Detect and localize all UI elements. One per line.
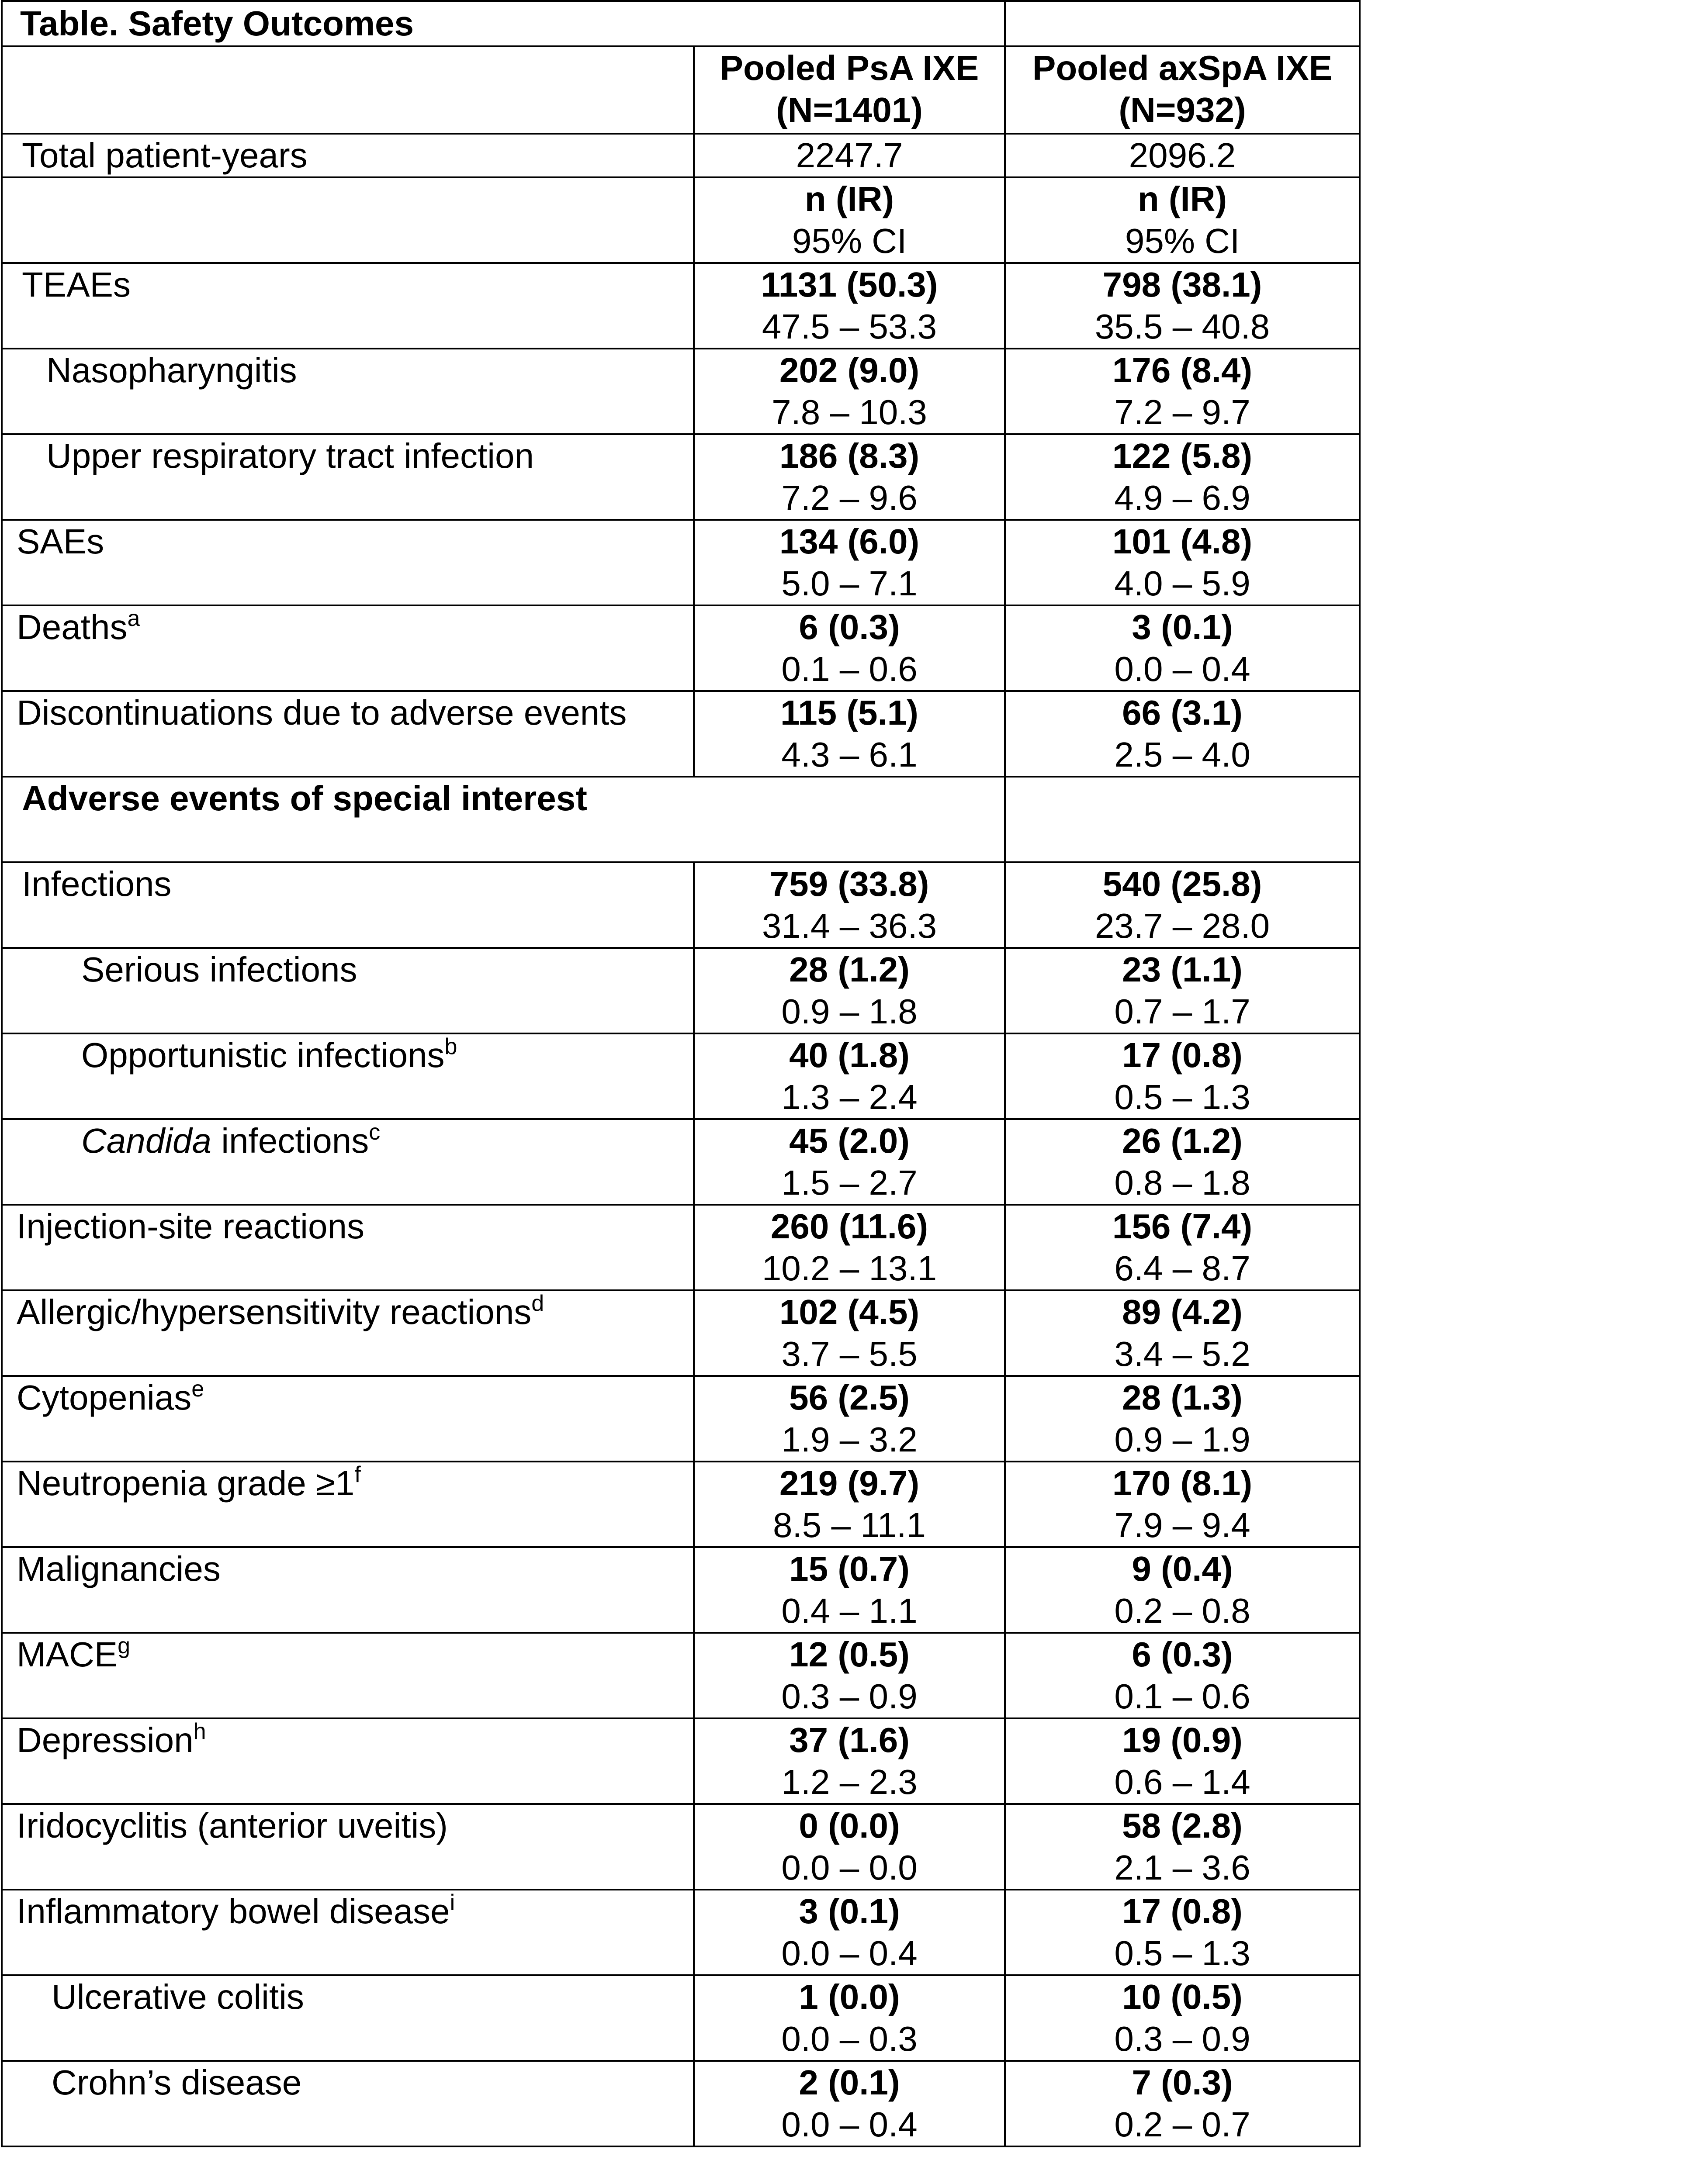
row-label: Ulcerative colitis bbox=[2, 1975, 694, 2061]
table-row bbox=[2, 1890, 1360, 1975]
table-row bbox=[2, 1718, 1360, 1804]
col1-value: 12 (0.5) 0.3 – 0.9 bbox=[694, 1633, 1005, 1718]
table-row bbox=[2, 1547, 1360, 1633]
row-label: Deaths$^a$ bbox=[2, 605, 694, 691]
patient-years-label: Total patient-years bbox=[2, 134, 694, 177]
col1-value: 3 (0.1) 0.0 – 0.4 bbox=[694, 1890, 1005, 1975]
table-title-cell bbox=[2, 1, 1005, 46]
col2-value: 17 (0.8) 0.5 – 1.3 bbox=[1005, 1890, 1360, 1975]
col2-value: 66 (3.1) 2.5 – 4.0 bbox=[1005, 691, 1360, 777]
col1-value: 115 (5.1) 4.3 – 6.1 bbox=[694, 691, 1005, 777]
row-label: Nasopharyngitis bbox=[2, 349, 694, 434]
col2-value: 9 (0.4) 0.2 – 0.8 bbox=[1005, 1547, 1360, 1633]
col2-value: 101 (4.8) 4.0 – 5.9 bbox=[1005, 520, 1360, 605]
footnote-marker: a bbox=[127, 606, 140, 631]
col2-value: 19 (0.9) 0.6 – 1.4 bbox=[1005, 1718, 1360, 1804]
col2-stat-header bbox=[1005, 177, 1360, 263]
table-row bbox=[2, 605, 1360, 691]
empty-cell bbox=[2, 46, 694, 134]
table-row bbox=[2, 1633, 1360, 1718]
table-row bbox=[2, 263, 1360, 349]
table-row bbox=[2, 1290, 1360, 1376]
col2-value: 89 (4.2) 3.4 – 5.2 bbox=[1005, 1290, 1360, 1376]
col1-header-name: Pooled PsA IXE bbox=[720, 48, 979, 87]
col1-stat-header bbox=[694, 177, 1005, 263]
section-title: Adverse events of special interest bbox=[22, 779, 587, 818]
table-row bbox=[2, 1033, 1360, 1119]
n-ir-label: n (IR) bbox=[804, 180, 894, 218]
col1-value: 260 (11.6) 10.2 – 13.1 bbox=[694, 1205, 1005, 1290]
patient-years-col1: 2247.7 bbox=[694, 134, 1005, 177]
col2-value: 23 (1.1) 0.7 – 1.7 bbox=[1005, 948, 1360, 1033]
empty-cell bbox=[2, 177, 694, 263]
col1-value: 2 (0.1) 0.0 – 0.4 bbox=[694, 2061, 1005, 2146]
col1-value: 102 (4.5) 3.7 – 5.5 bbox=[694, 1290, 1005, 1376]
col1-value: 759 (33.8) 31.4 – 36.3 bbox=[694, 862, 1005, 948]
col2-value: 540 (25.8) 23.7 – 28.0 bbox=[1005, 862, 1360, 948]
row-label: Iridocyclitis (anterior uveitis) bbox=[2, 1804, 694, 1890]
col1-value: 15 (0.7) 0.4 – 1.1 bbox=[694, 1547, 1005, 1633]
row-label: Opportunistic infections$^b$ bbox=[2, 1033, 694, 1119]
col1-value: 1131 (50.3) 47.5 – 53.3 bbox=[694, 263, 1005, 349]
table-row bbox=[2, 1462, 1360, 1547]
col2-value: 26 (1.2) 0.8 – 1.8 bbox=[1005, 1119, 1360, 1205]
table-row bbox=[2, 1205, 1360, 1290]
col1-value: 40 (1.8) 1.3 – 2.4 bbox=[694, 1033, 1005, 1119]
table-row bbox=[2, 1376, 1360, 1462]
table-row bbox=[2, 862, 1360, 948]
footnote-marker: g bbox=[118, 1633, 131, 1659]
ci-label: 95% CI bbox=[792, 221, 907, 260]
row-label: Infections bbox=[2, 862, 694, 948]
footnote-marker: f bbox=[354, 1462, 361, 1487]
empty-cell bbox=[1005, 1, 1360, 46]
col2-value: 17 (0.8) 0.5 – 1.3 bbox=[1005, 1033, 1360, 1119]
empty-cell bbox=[1005, 777, 1360, 862]
row-label: Discontinuations due to adverse events bbox=[2, 691, 694, 777]
row-label: SAEs bbox=[2, 520, 694, 605]
col2-value: 58 (2.8) 2.1 – 3.6 bbox=[1005, 1804, 1360, 1890]
col2-value: 6 (0.3) 0.1 – 0.6 bbox=[1005, 1633, 1360, 1718]
row-label: Candida infections$^c$ bbox=[2, 1119, 694, 1205]
col1-value: 45 (2.0) 1.5 – 2.7 bbox=[694, 1119, 1005, 1205]
column-header-row bbox=[2, 46, 1360, 134]
footnote-marker: d bbox=[531, 1291, 544, 1316]
col2-value: 798 (38.1) 35.5 – 40.8 bbox=[1005, 263, 1360, 349]
col1-value: 6 (0.3) 0.1 – 0.6 bbox=[694, 605, 1005, 691]
col2-value: 156 (7.4) 6.4 – 8.7 bbox=[1005, 1205, 1360, 1290]
table-row bbox=[2, 1975, 1360, 2061]
section-header-cell bbox=[2, 777, 1005, 862]
row-label: Allergic/hypersensitivity reactions$^d$ bbox=[2, 1290, 694, 1376]
col1-header-count: (N=1401) bbox=[776, 90, 923, 129]
row-label: Crohn’s disease bbox=[2, 2061, 694, 2146]
footnote-marker: e bbox=[191, 1376, 204, 1402]
col1-value: 0 (0.0) 0.0 – 0.0 bbox=[694, 1804, 1005, 1890]
table-row bbox=[2, 948, 1360, 1033]
col2-header-name: Pooled axSpA IXE bbox=[1032, 48, 1333, 87]
table-row bbox=[2, 2061, 1360, 2146]
patient-years-col2: 2096.2 bbox=[1005, 134, 1360, 177]
section-header-row bbox=[2, 777, 1360, 862]
col1-value: 37 (1.6) 1.2 – 2.3 bbox=[694, 1718, 1005, 1804]
row-label: Neutropenia grade $\ge 1^f$ bbox=[2, 1462, 694, 1547]
row-label: Inflammatory bowel disease$^i$ bbox=[2, 1890, 694, 1975]
row-label: Injection-site reactions bbox=[2, 1205, 694, 1290]
safety-outcomes-table bbox=[1, 0, 1361, 2147]
col2-value: 122 (5.8) 4.9 – 6.9 bbox=[1005, 434, 1360, 520]
table-row bbox=[2, 434, 1360, 520]
col1-value: 1 (0.0) 0.0 – 0.3 bbox=[694, 1975, 1005, 2061]
patient-years-row bbox=[2, 134, 1360, 177]
col1-value: 186 (8.3) 7.2 – 9.6 bbox=[694, 434, 1005, 520]
footnote-marker: b bbox=[444, 1034, 457, 1059]
n-ir-label: n (IR) bbox=[1137, 180, 1227, 218]
col2-value: 28 (1.3) 0.9 – 1.9 bbox=[1005, 1376, 1360, 1462]
col1-value: 219 (9.7) 8.5 – 11.1 bbox=[694, 1462, 1005, 1547]
col2-value: 3 (0.1) 0.0 – 0.4 bbox=[1005, 605, 1360, 691]
col2-value: 176 (8.4) 7.2 – 9.7 bbox=[1005, 349, 1360, 434]
row-label: Upper respiratory tract infection bbox=[2, 434, 694, 520]
col2-value: 7 (0.3) 0.2 – 0.7 bbox=[1005, 2061, 1360, 2146]
col2-header-count: (N=932) bbox=[1119, 90, 1246, 129]
table-title: Table. Safety Outcomes bbox=[20, 4, 414, 43]
col1-header bbox=[694, 46, 1005, 134]
table-title-row bbox=[2, 1, 1360, 46]
col1-value: 28 (1.2) 0.9 – 1.8 bbox=[694, 948, 1005, 1033]
col1-value: 56 (2.5) 1.9 – 3.2 bbox=[694, 1376, 1005, 1462]
row-label: MACE$^g$ bbox=[2, 1633, 694, 1718]
table-row bbox=[2, 691, 1360, 777]
row-label: TEAEs bbox=[2, 263, 694, 349]
col2-value: 170 (8.1) 7.9 – 9.4 bbox=[1005, 1462, 1360, 1547]
stat-header-row bbox=[2, 177, 1360, 263]
footnote-marker: h bbox=[193, 1719, 206, 1744]
ci-label: 95% CI bbox=[1125, 221, 1240, 260]
row-label: Depression$^h$ bbox=[2, 1718, 694, 1804]
table-row bbox=[2, 349, 1360, 434]
footnote-marker: c bbox=[369, 1120, 381, 1145]
row-label: Serious infections bbox=[2, 948, 694, 1033]
col1-value: 202 (9.0) 7.8 – 10.3 bbox=[694, 349, 1005, 434]
row-label: Cytopenias$^e$ bbox=[2, 1376, 694, 1462]
table-row bbox=[2, 520, 1360, 605]
row-label: Malignancies bbox=[2, 1547, 694, 1633]
col1-value: 134 (6.0) 5.0 – 7.1 bbox=[694, 520, 1005, 605]
table-row bbox=[2, 1119, 1360, 1205]
col2-value: 10 (0.5) 0.3 – 0.9 bbox=[1005, 1975, 1360, 2061]
col2-header bbox=[1005, 46, 1360, 134]
table-row bbox=[2, 1804, 1360, 1890]
footnote-marker: i bbox=[450, 1890, 455, 1915]
